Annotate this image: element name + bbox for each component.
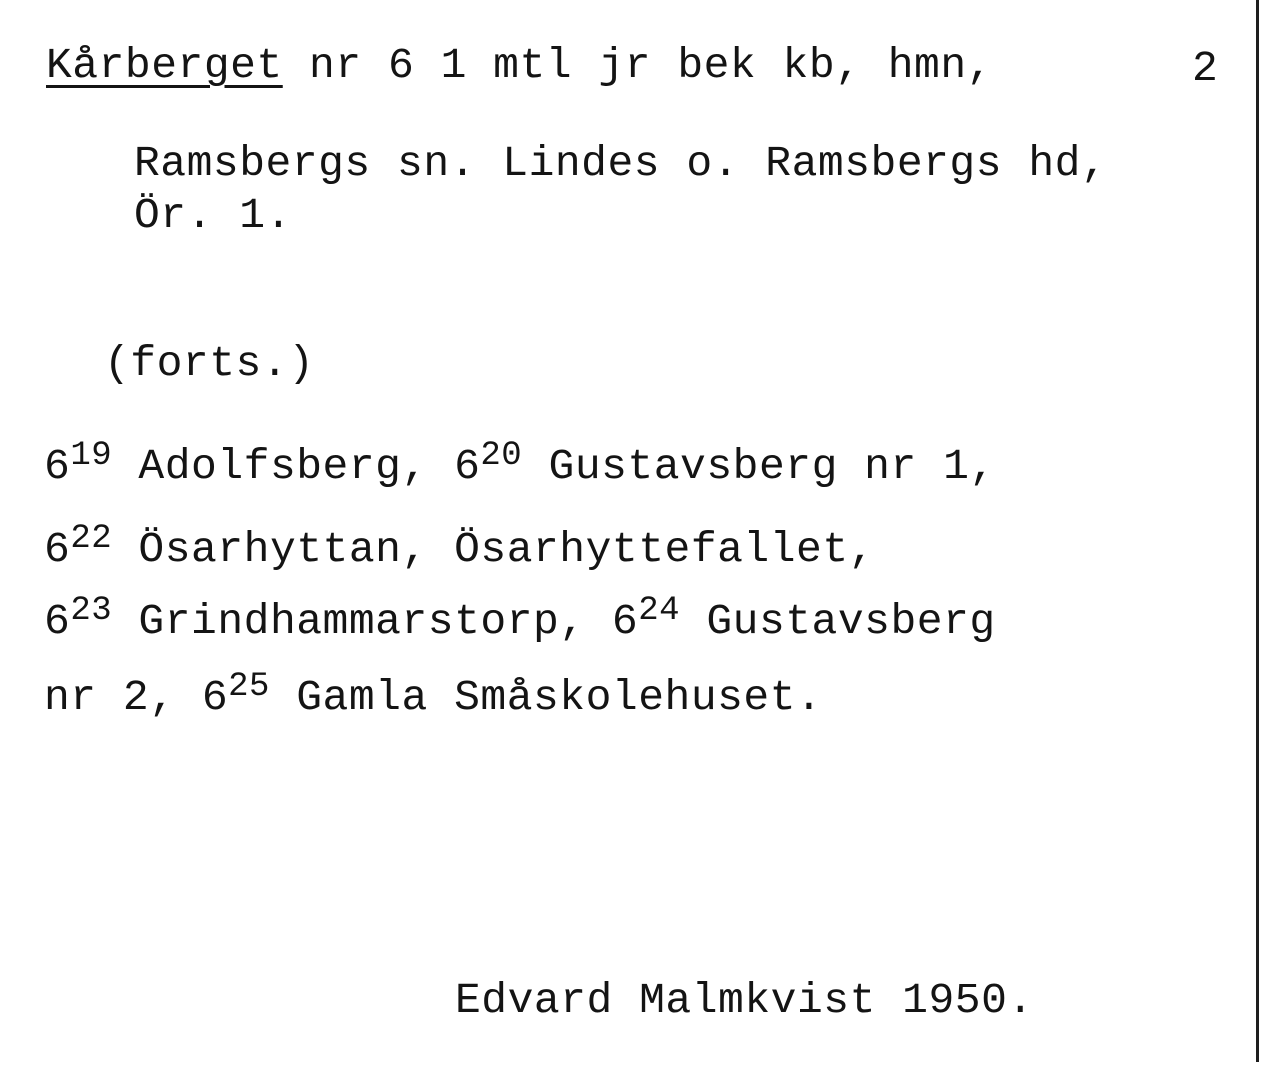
entry-text: Gamla Småskolehuset.	[269, 673, 823, 722]
entry-number: 6	[44, 597, 71, 646]
entry-number: 6	[44, 525, 71, 574]
entry-superscript: 20	[480, 437, 523, 475]
entry-line-2	[44, 520, 875, 574]
card-number: 2	[1192, 44, 1218, 93]
entry-number: 6	[454, 442, 481, 491]
signature: Edvard Malmkvist 1950.	[455, 976, 1034, 1025]
location-line-2: Ör. 1.	[134, 191, 292, 240]
entry-superscript: 22	[70, 520, 113, 558]
entry-text: Grindhammarstorp,	[112, 597, 612, 646]
card-heading	[46, 41, 993, 90]
entry-number: 6	[44, 442, 71, 491]
location-line-1: Ramsbergs sn. Lindes o. Ramsbergs hd,	[134, 139, 1108, 188]
entry-superscript: 24	[638, 592, 681, 630]
entry-superscript: 23	[70, 592, 113, 630]
entry-text: nr 2,	[44, 673, 202, 722]
heading-details: nr 6 1 mtl jr bek kb, hmn,	[282, 41, 993, 90]
entry-text: Gustavsberg nr 1,	[522, 442, 996, 491]
entry-line-3	[44, 592, 996, 646]
entry-line-1	[44, 437, 996, 491]
entry-number: 6	[611, 597, 639, 646]
entry-text: Ösarhyttan, Ösarhyttefallet,	[112, 525, 875, 574]
entry-text: Adolfsberg,	[112, 442, 455, 491]
place-name: Kårberget	[46, 41, 283, 90]
card-right-border	[1256, 0, 1259, 1062]
entry-line-4	[44, 668, 823, 722]
entry-text: Gustavsberg	[680, 597, 996, 646]
entry-superscript: 25	[228, 668, 270, 706]
entry-number: 6	[201, 673, 229, 722]
continued-label: (forts.)	[104, 339, 315, 388]
entry-superscript: 19	[70, 437, 113, 475]
